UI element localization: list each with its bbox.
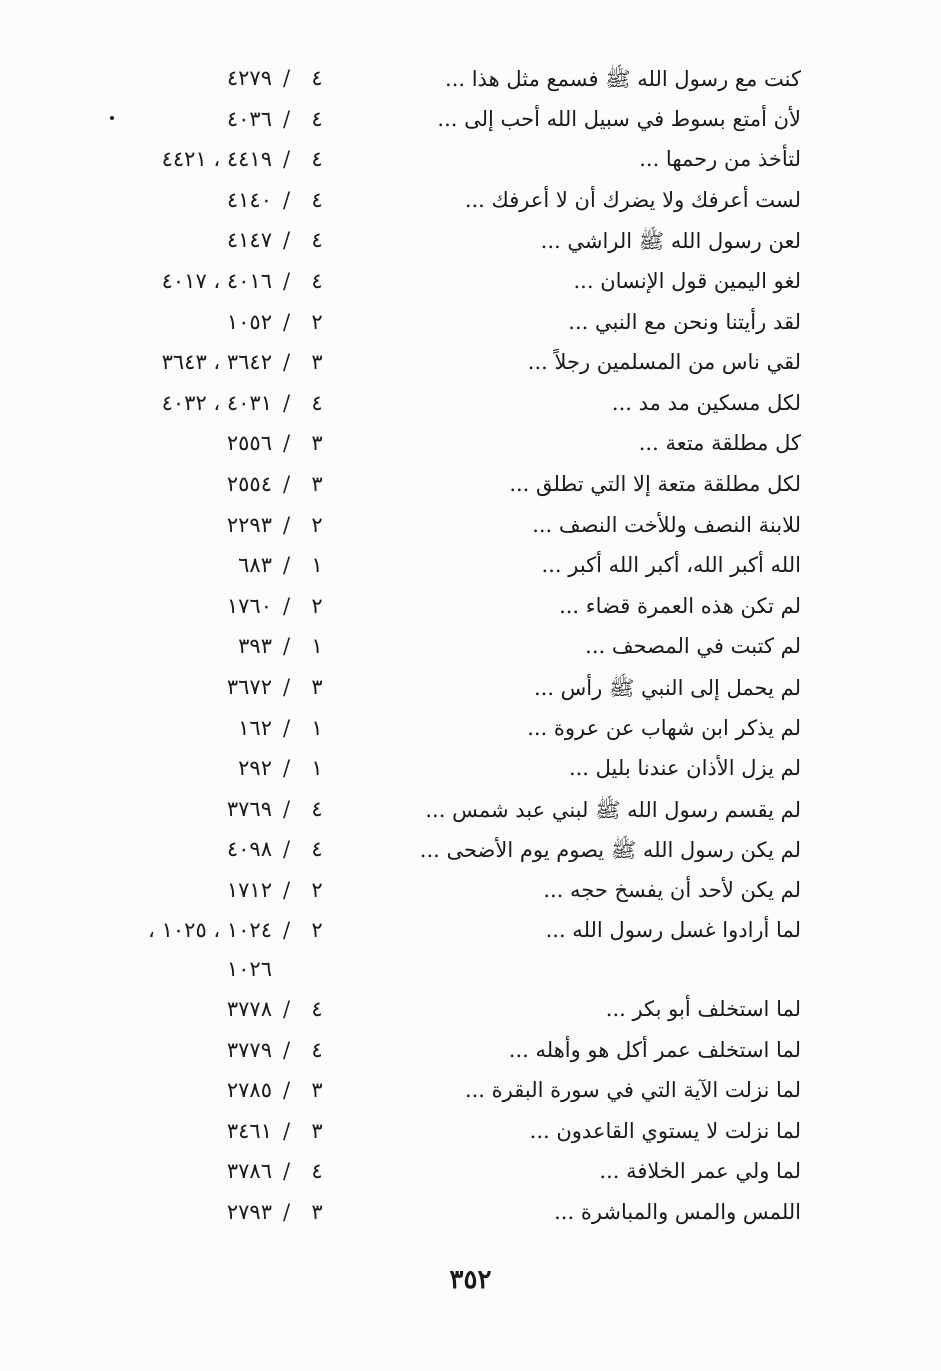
volume-number: ١: [311, 634, 323, 659]
hadith-number: ٣٧٧٨: [226, 997, 272, 1022]
index-entry: [0, 874, 941, 915]
separator-slash: /: [283, 997, 291, 1022]
separator-slash: /: [283, 918, 291, 943]
hadith-number: ٤٠٣١ ، ٤٠٣٢: [161, 390, 272, 415]
continuation-row: [0, 955, 941, 993]
index-entry: [0, 509, 941, 550]
separator-slash: /: [283, 390, 291, 415]
entry-text: لم يكن لأحد أن يفسخ حجه ...: [543, 877, 801, 902]
hadith-number: ٣٧٨٦: [226, 1159, 272, 1184]
hadith-number: ١٧١٢: [226, 877, 272, 902]
page-number: ٣٥٢: [449, 1265, 492, 1295]
volume-number: ٤: [311, 1159, 323, 1184]
entry-text: لم يقسم رسول الله ﷺ لبني عبد شمس ...: [425, 797, 801, 822]
index-entry: [0, 1196, 941, 1237]
entry-text: لم يكن رسول الله ﷺ يصوم يوم الأضحى ...: [419, 838, 801, 863]
volume-number: ٢: [311, 309, 323, 334]
separator-slash: /: [283, 66, 291, 90]
volume-number: ٢: [311, 877, 323, 902]
separator-slash: /: [283, 1037, 291, 1062]
index-entry: [0, 712, 941, 753]
separator-slash: /: [283, 268, 291, 293]
index-entry: [0, 1074, 941, 1115]
index-entry: [0, 590, 941, 631]
hadith-number: ٢٥٥٦: [226, 431, 272, 456]
entry-text: لما استخلف عمر أكل هو وأهله ...: [508, 1037, 801, 1062]
hadith-number: ٢٢٩٣: [226, 512, 272, 537]
entry-text: لم كتبت في المصحف ...: [585, 634, 801, 659]
index-entry: [0, 549, 941, 590]
separator-slash: /: [283, 1159, 291, 1184]
volume-number: ٢: [311, 918, 323, 943]
separator-slash: /: [283, 471, 291, 496]
index-entry: [0, 671, 941, 712]
hadith-number: ٢٩٢: [238, 756, 272, 781]
separator-slash: /: [283, 674, 291, 699]
entry-text: للابنة النصف وللأخت النصف ...: [532, 512, 801, 537]
index-entry: [0, 752, 941, 793]
index-entry: [0, 914, 941, 955]
volume-number: ١: [311, 756, 323, 781]
separator-slash: /: [283, 350, 291, 375]
separator-slash: /: [283, 228, 291, 253]
index-entry: [0, 103, 941, 144]
hadith-number: ١٠٥٢: [226, 309, 272, 334]
separator-slash: /: [283, 756, 291, 781]
hadith-number: ٣٧٦٩: [226, 796, 272, 821]
entry-text: لتأخذ من رحمها ...: [639, 147, 801, 172]
index-entry: [0, 224, 941, 265]
index-entry: [0, 1034, 941, 1075]
entry-text: لكل مطلقة متعة إلا التي تطلق ...: [509, 471, 801, 496]
index-entry: [0, 833, 941, 874]
hadith-number: ٤٠٣٦: [226, 106, 272, 131]
separator-slash: /: [283, 1078, 291, 1103]
entry-text: كنت مع رسول الله ﷺ فسمع مثل هذا ...: [445, 67, 801, 91]
index-entry: [0, 346, 941, 387]
index-entry: [0, 427, 941, 468]
separator-slash: /: [283, 512, 291, 537]
index-entry: [0, 993, 941, 1034]
entry-text: اللمس والمس والمباشرة ...: [554, 1200, 801, 1225]
hadith-number-continuation: ١٠٢٦: [226, 957, 272, 982]
entry-text: لم يزل الأذان عندنا بليل ...: [568, 756, 801, 781]
entry-text: لما استخلف أبو بكر ...: [605, 997, 801, 1022]
index-entry: [0, 1155, 941, 1196]
volume-number: ٣: [311, 471, 323, 496]
hadith-number: ٣٦٧٢: [226, 674, 272, 699]
separator-slash: /: [283, 877, 291, 902]
volume-number: ٢: [311, 593, 323, 618]
entry-text: لم تكن هذه العمرة قضاء ...: [559, 593, 801, 618]
volume-number: ٣: [311, 1200, 323, 1225]
volume-number: ٤: [311, 837, 323, 862]
index-entry: [0, 630, 941, 671]
index-entry: [0, 387, 941, 428]
separator-slash: /: [283, 106, 291, 131]
volume-number: ٢: [311, 512, 323, 537]
volume-number: ٤: [311, 268, 323, 293]
hadith-number: ١٠٢٤ ، ١٠٢٥ ،: [148, 918, 272, 943]
index-entry: [0, 143, 941, 184]
index-entry: [0, 1115, 941, 1156]
hadith-number: ٤٢٧٩: [226, 66, 272, 90]
separator-slash: /: [283, 715, 291, 740]
entry-text: لعن رسول الله ﷺ الراشي ...: [540, 229, 801, 254]
volume-number: ٣: [311, 1118, 323, 1143]
index-entry: [0, 793, 941, 834]
separator-slash: /: [283, 431, 291, 456]
volume-number: ٤: [311, 228, 323, 253]
volume-number: ٤: [311, 796, 323, 821]
hadith-number: ٢٧٨٥: [226, 1078, 272, 1103]
volume-number: ٤: [311, 390, 323, 415]
separator-slash: /: [283, 1118, 291, 1143]
separator-slash: /: [283, 796, 291, 821]
hadith-number: ٣٧٧٩: [226, 1037, 272, 1062]
separator-slash: /: [283, 187, 291, 212]
hadith-number: ١٦٢: [238, 715, 272, 740]
entry-text: لما أرادوا غسل رسول الله ...: [545, 918, 801, 943]
hadith-number: ٤٠١٦ ، ٤٠١٧: [161, 268, 272, 293]
separator-slash: /: [283, 593, 291, 618]
entry-text: لست أعرفك ولا يضرك أن لا أعرفك ...: [464, 187, 801, 212]
volume-number: ٤: [311, 1037, 323, 1062]
volume-number: ١: [311, 715, 323, 740]
entry-text: لغو اليمين قول الإنسان ...: [573, 268, 801, 293]
index-entry: [0, 265, 941, 306]
hadith-number: ٤١٤٠: [226, 187, 272, 212]
volume-number: ٣: [311, 431, 323, 456]
index-list: [0, 62, 941, 1237]
volume-number: ٤: [311, 187, 323, 212]
index-entry: [0, 468, 941, 509]
volume-number: ٣: [311, 350, 323, 375]
hadith-number: ٤٠٩٨: [226, 837, 272, 862]
volume-number: ٤: [311, 147, 323, 172]
separator-slash: /: [283, 147, 291, 172]
volume-number: ١: [311, 553, 323, 578]
entry-text: الله أكبر الله، أكبر الله أكبر ...: [541, 553, 801, 578]
volume-number: ٤: [311, 997, 323, 1022]
entry-text: لأن أمتع بسوط في سبيل الله أحب إلى ...: [437, 106, 801, 131]
index-entry: [0, 62, 941, 103]
separator-slash: /: [283, 553, 291, 578]
hadith-number: ٤٤١٩ ، ٤٤٢١: [161, 147, 272, 172]
volume-number: ٤: [311, 66, 323, 90]
hadith-number: ٤١٤٧: [226, 228, 272, 253]
hadith-number: ٣٤٦١: [226, 1118, 272, 1143]
entry-text: لقي ناس من المسلمين رجلاً ...: [527, 350, 801, 375]
separator-slash: /: [283, 634, 291, 659]
index-entry: [0, 184, 941, 225]
volume-number: ٣: [311, 1078, 323, 1103]
hadith-number: ١٧٦٠: [226, 593, 272, 618]
entry-text: لم يحمل إلى النبي ﷺ رأس ...: [533, 675, 801, 700]
entry-text: لم يذكر ابن شهاب عن عروة ...: [527, 715, 801, 740]
entry-text: لكل مسكين مد مد ...: [611, 390, 801, 415]
hadith-number: ٢٥٥٤: [226, 471, 272, 496]
separator-slash: /: [283, 309, 291, 334]
volume-number: ٤: [311, 106, 323, 131]
hadith-number: ٣٩٣: [238, 634, 272, 659]
entry-text: لقد رأيتنا ونحن مع النبي ...: [568, 309, 801, 334]
separator-slash: /: [283, 1200, 291, 1225]
volume-number: ٣: [311, 674, 323, 699]
index-entry: [0, 306, 941, 347]
entry-text: لما نزلت لا يستوي القاعدون ...: [529, 1118, 801, 1143]
hadith-number: ٦٨٣: [238, 553, 272, 578]
hadith-number: ٣٦٤٢ ، ٣٦٤٣: [161, 350, 272, 375]
hadith-number: ٢٧٩٣: [226, 1200, 272, 1225]
entry-text: كل مطلقة متعة ...: [638, 431, 801, 456]
entry-text: لما ولي عمر الخلافة ...: [599, 1159, 801, 1184]
separator-slash: /: [283, 837, 291, 862]
entry-text: لما نزلت الآية التي في سورة البقرة ...: [464, 1078, 801, 1103]
